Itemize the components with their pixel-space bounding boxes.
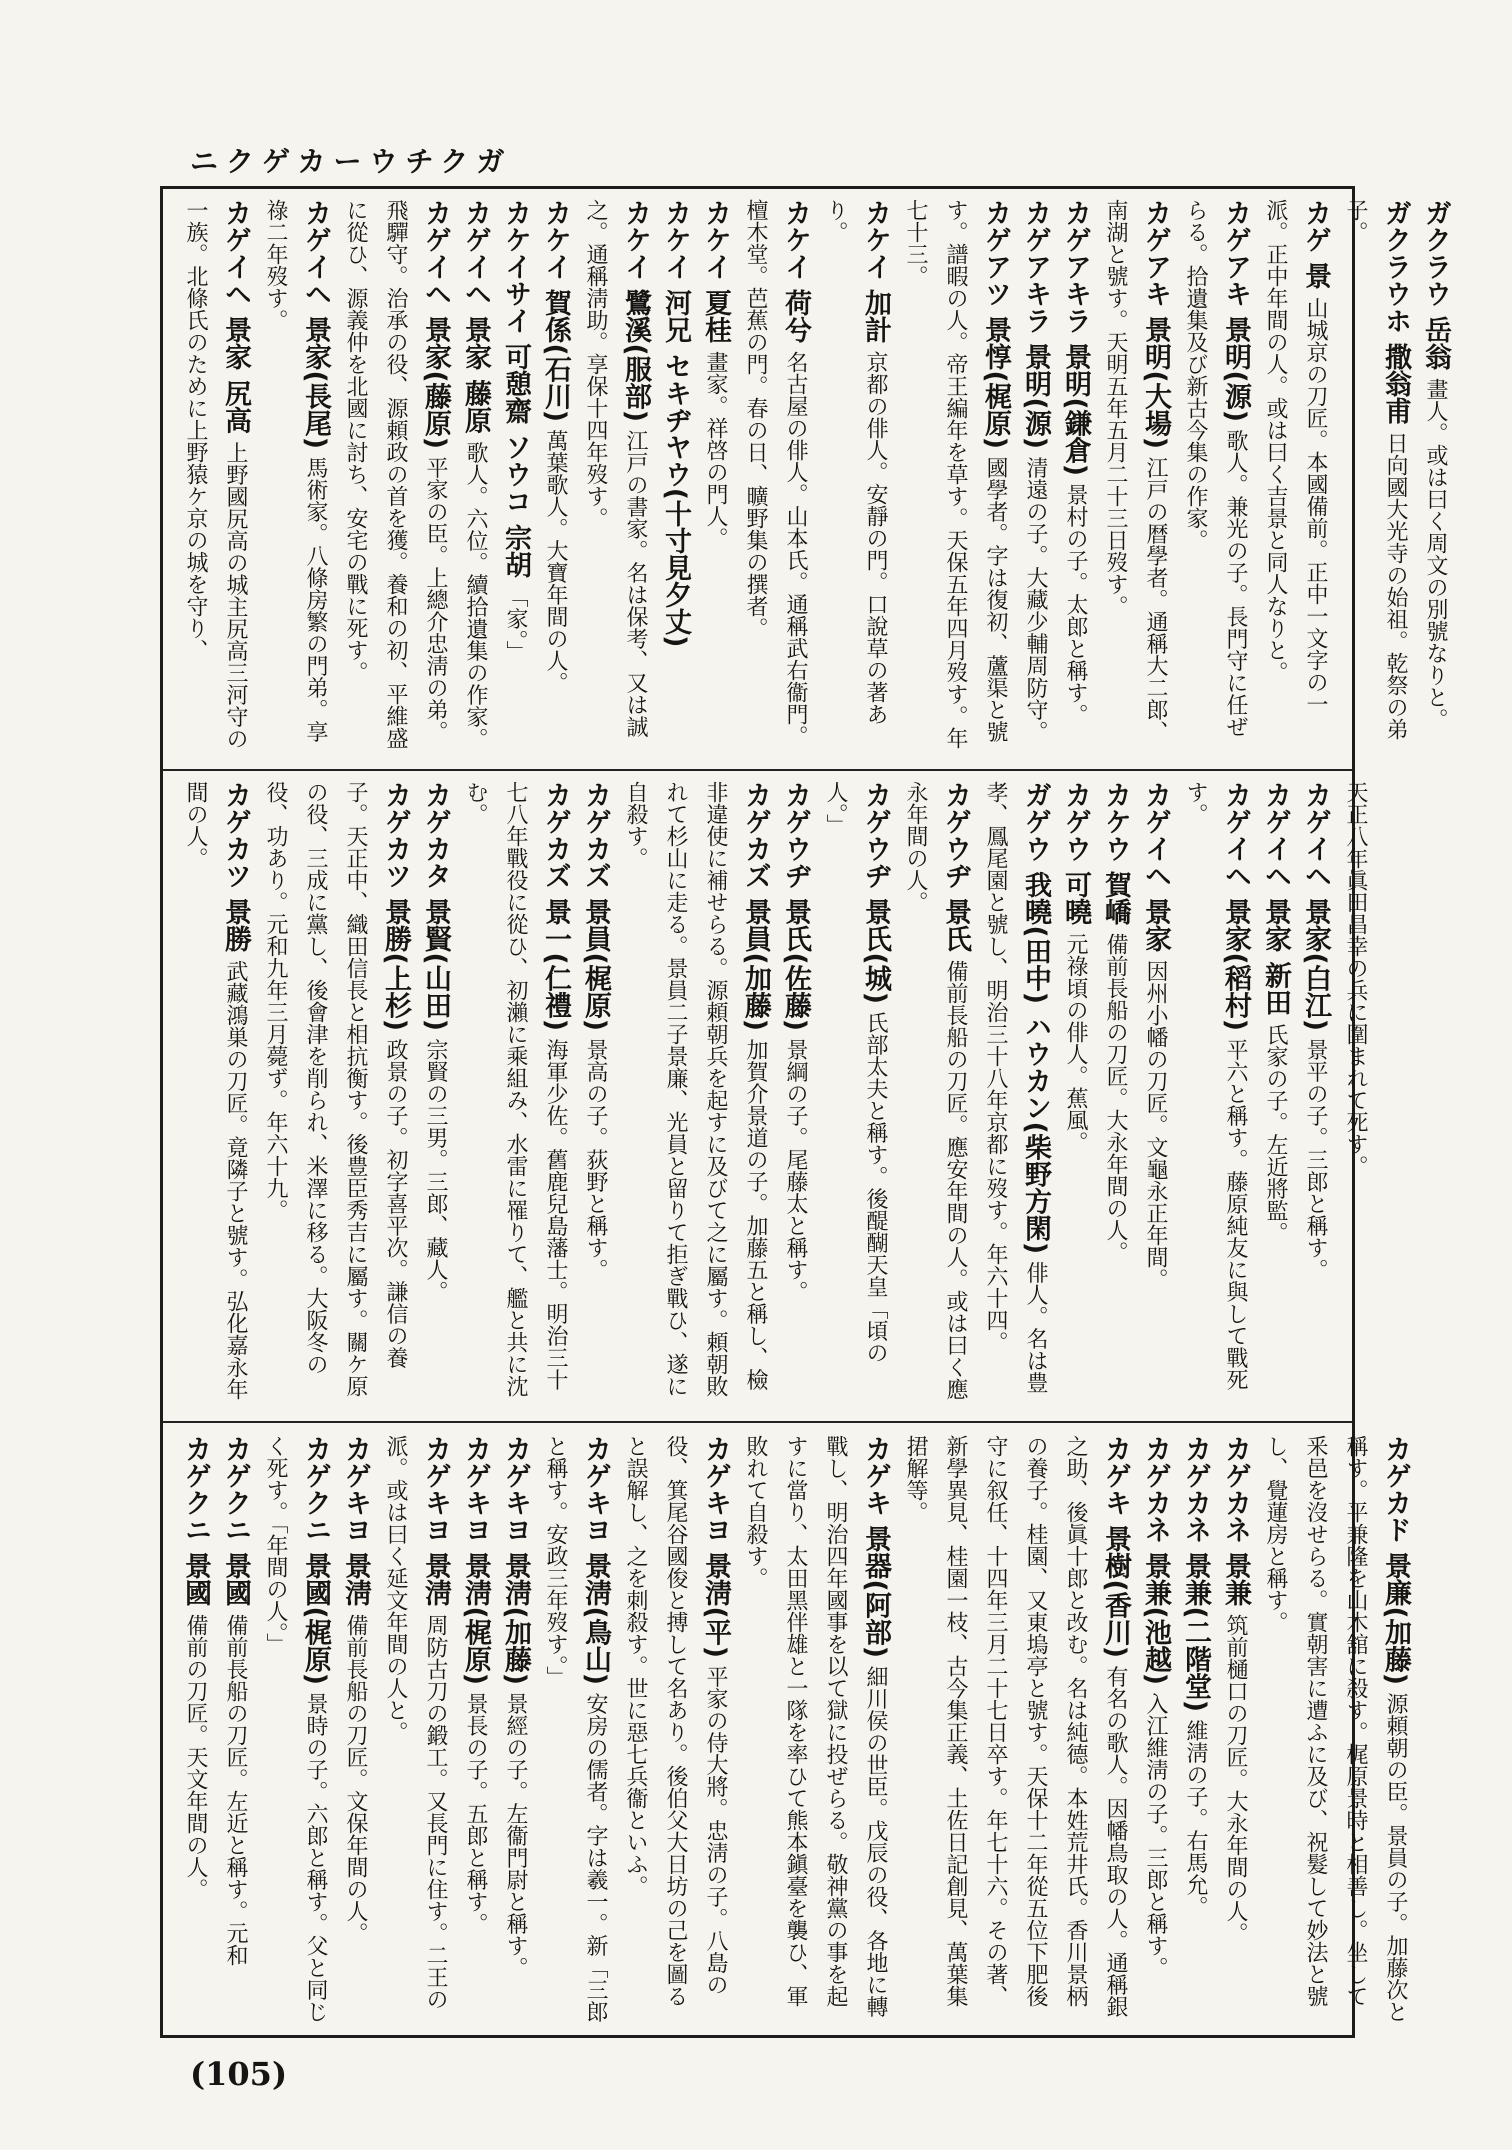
entry-definition: 備前長船の刀匠。應安年間の人。或は曰く應永年間の人。 — [903, 781, 968, 1401]
entry-definition: 畫家。祥啓の門人。 — [703, 351, 728, 550]
entry-definition: 備前長船の刀匠。左近と稱す。元和 — [223, 1614, 248, 1967]
running-title: ニクゲカーウチクガ — [190, 145, 513, 178]
entry-definition: 畫人。或は曰く周文の別號なりと。 — [1423, 378, 1448, 731]
dictionary-entry — [575, 199, 655, 754]
entry-definition: 平家の侍大將。忠淸の子。八島の役、箕尾谷國俊と搏して名あり。後伯父大日坊の己を圖ると誤解し、之を刺殺す。世に惡七兵衞といふ。 — [623, 1435, 728, 2007]
entry-definition: 歌人。六位。續拾遺集の作家。 — [463, 441, 488, 750]
entry-definition: 筑前樋口の刀匠。大永年間の人。 — [1223, 1614, 1248, 1945]
dictionary-entry — [1135, 1435, 1175, 2025]
entry-definition: 備前長船の刀匠。文保年間の人。 — [343, 1614, 368, 1945]
dictionary-entry — [655, 199, 695, 754]
section-bottom — [175, 1435, 1411, 2025]
entry-headword: カゲカタ 景賢(山田) — [420, 781, 451, 1032]
section-middle — [175, 781, 1368, 1403]
entry-headword: カゲカネ 景兼 — [1220, 1435, 1251, 1607]
entry-headword: カケイ 夏桂 — [700, 199, 731, 344]
section-divider-1 — [163, 769, 1352, 771]
entry-definition: 加賀介景道の子。加藤五と稱し、檢非違使に補せらる。源頼朝兵を起すに及びて之に屬す。頼朝敗れて杉山に走る。景員二子景廉、光員と留りて拒ぎ戰ひ、遂に自殺す。 — [623, 781, 768, 1397]
entry-headword: カゲアキラ 景明(源) — [1020, 199, 1051, 450]
entry-definition: 維淸の子。右馬允。 — [1183, 1719, 1208, 1918]
entry-headword: ガクラウホ 撒翁甫 — [1380, 199, 1411, 425]
dictionary-entry — [1095, 199, 1175, 754]
entry-definition: 景高の子。荻野と稱す。 — [583, 1038, 608, 1281]
entry-definition: 宗賢の三男。三郎、藏人。 — [423, 1038, 448, 1303]
dictionary-entry — [455, 1435, 495, 2025]
dictionary-entry — [1215, 1435, 1255, 2025]
entry-headword: カケイ 加計 — [860, 199, 891, 344]
dictionary-entry — [815, 199, 895, 754]
entry-headword: カゲキヨ 景淸(平) — [700, 1435, 731, 1659]
entry-definition: 氏家の子。左近將監。 — [1263, 1023, 1288, 1244]
entry-headword: カゲキヨ 景淸(加藤) — [500, 1435, 531, 1686]
entry-definition: 因州小幡の刀匠。文龜永正年間。 — [1143, 960, 1168, 1291]
dictionary-entry — [1175, 199, 1255, 754]
entry-headword: カゲアキ 景明(大場) — [1140, 199, 1171, 450]
dictionary-entry — [615, 781, 775, 1403]
dictionary-entry — [535, 1435, 615, 2025]
dictionary-entry — [455, 781, 575, 1403]
dictionary-entry — [1255, 199, 1335, 754]
dictionary-entry — [735, 199, 815, 754]
entry-headword: カゲキ 景器(阿部) — [860, 1435, 891, 1659]
entry-definition: 山城京の刀匠。本國備前。正中一文字の一派。正中年間の人。或は曰く吉景と同人なりと。 — [1263, 199, 1328, 716]
entry-headword: カゲウヂ 景氏(佐藤) — [780, 781, 811, 1032]
entry-headword: カゲキヨ 景淸 — [340, 1435, 371, 1607]
dictionary-entry — [775, 781, 815, 1403]
entry-headword: カゲカズ 景員(加藤) — [740, 781, 771, 1032]
entry-definition: 景經の子。左衞門尉と稱す。 — [503, 1692, 528, 1979]
entry-definition: 歌人。兼光の子。長門守に任ぜらる。拾遺集及び新古今集の作家。 — [1183, 199, 1248, 738]
dictionary-entry — [375, 1435, 455, 2025]
dictionary-entry — [895, 199, 1015, 754]
entry-headword: カゲイヘ 景家 — [1140, 781, 1171, 953]
entry-headword: カゲイヘ 景家(藤原) — [420, 199, 451, 450]
dictionary-entry — [815, 781, 895, 1403]
entry-definition: 平六と稱す。藤原純友に與して戰死す。 — [1183, 781, 1248, 1391]
entry-definition: 源頼朝の臣。景員の子。加藤次と稱す。平兼隆を山木舘に殺す。梶原景時と相善し。坐して釆邑を沒せらる。實朝害に遭ふに及び、祝髮して妙法と號し、覺蓮房と稱す。 — [1263, 1435, 1408, 2023]
dictionary-entry — [335, 199, 455, 754]
entry-definition: 平家の臣。上總介忠淸の弟。飛驒守。治承の役、源頼政の首を獲。養和の初、平維盛に從ひ、源義仲を北國に討ち、安宅の戰に死す。 — [343, 199, 448, 749]
dictionary-entry — [895, 1435, 1135, 2025]
dictionary-entry — [495, 1435, 535, 2025]
entry-definition: 國學者。字は復初、蘆渠と號す。譜暇の人。帝王編年を草す。天保五年四月歿す。年七十三。 — [903, 199, 1008, 749]
entry-headword: ガゲウ 我曉(田中) ハウカン(柴野方閑) — [1020, 781, 1051, 1255]
dictionary-entry — [215, 1435, 255, 2025]
dictionary-entry — [495, 199, 535, 754]
entry-definition: 俳人。名は豊孝、鳳尾園と號し、明治三十八年京都に歿す。年六十四。 — [983, 781, 1048, 1394]
dictionary-entry — [895, 781, 975, 1403]
entry-definition: 細川侯の世臣。戊辰の役、各地に轉戰し、明治四年國事を以て獄に投ぜらる。敬神黨の事を起すに當り、太田黑伴雄と一隊を率ひて熊本鎭臺を襲ひ、軍敗れて自殺す。 — [743, 1435, 888, 2018]
dictionary-frame — [160, 186, 1451, 2038]
entry-headword: カゲイヘ 景家(稻村) — [1220, 781, 1251, 1032]
page-number: (105) — [190, 2055, 288, 2093]
dictionary-entry — [1175, 1435, 1215, 2025]
entry-definition: 天正八年眞田昌幸の兵に圍まれて死す。 — [1343, 781, 1368, 1177]
dictionary-entry — [175, 199, 255, 754]
entry-headword: ガクラウ 岳翁 — [1420, 199, 1451, 371]
entry-definition: 入江維淸の子。三郎と稱す。 — [1143, 1692, 1168, 1979]
entry-headword: カゲイヘ 景家 尻高 — [220, 199, 251, 434]
dictionary-entry — [255, 199, 335, 754]
dictionary-entry — [1415, 199, 1455, 754]
entry-definition: 萬葉歌人。大寶年間の人。 — [543, 429, 568, 694]
entry-definition: 馬術家。八條房繁の門弟。享祿二年歿す。 — [263, 199, 328, 743]
entry-definition: 日向國大光寺の始祖。乾祭の弟子。 — [1343, 199, 1408, 741]
entry-definition: 景綱の子。尾藤太と稱す。 — [783, 1038, 808, 1303]
entry-headword: カゲキヨ 景淸 — [420, 1435, 451, 1607]
entry-definition: 景村の子。太郎と稱す。 — [1063, 483, 1088, 726]
entry-headword: カゲカズ 景員(梶原) — [580, 781, 611, 1032]
dictionary-entry — [175, 1435, 215, 2025]
section-top — [175, 199, 1451, 754]
entry-headword: カゲキヨ 景淸(梶原) — [460, 1435, 491, 1686]
entry-headword: カゲイヘ 景家 新田 — [1260, 781, 1291, 1016]
dictionary-entry — [1335, 199, 1415, 754]
entry-definition: 備前長船の刀匠。大永年間の人。 — [1103, 933, 1128, 1264]
entry-headword: カゲ 景 — [1300, 199, 1331, 290]
entry-headword: カケイ 賀係(石川) — [540, 199, 571, 423]
entry-headword: カゲカズ 景一(仁禮) — [540, 781, 571, 1032]
dictionary-entry — [575, 781, 615, 1403]
entry-headword: カゲカネ 景兼(池越) — [1140, 1435, 1171, 1686]
entry-headword: カゲクニ 景國 — [180, 1435, 211, 1607]
dictionary-entry — [1295, 781, 1335, 1403]
dictionary-entry — [1335, 781, 1375, 1403]
entry-definition: 名古屋の俳人。山本氏。通稱武右衞門。檀木堂。芭蕉の門。春の日、曠野集の撰者。 — [743, 199, 808, 748]
entry-definition: 有名の歌人。因幡鳥取の人。通稱銀之助、後眞十郎と改む。名は純德。本姓荒井氏。香川景柄の養子。桂園、又東塢亭と號す。天保十二年從五位下肥後守に叙任、十四年三月二十七日卒す。年七十六。その著、新學異見、桂園一枝、古今集正義、土佐日記創見、萬葉集捃解等。 — [903, 1435, 1128, 2018]
entry-definition: 政景の子。初字喜平次。謙信の養子。天正中、織田信長と相抗衡す。後豊臣秀吉に屬す。關ケ原の役、三成に黨し、後會津を削られ、米澤に移る。大阪冬の役、功あり。元和九年三月薨ず。年六十九。 — [263, 781, 408, 1397]
entry-definition: 氏部太夫と稱す。後醍醐天皇「頃の人。」 — [823, 781, 888, 1364]
entry-headword: カゲクニ 景國(梶原) — [300, 1435, 331, 1686]
dictionary-entry — [535, 199, 575, 754]
entry-headword: カケイ 鷺溪(服部) — [620, 199, 651, 423]
entry-headword: カケイ 河兄 セキヂヤウ(十寸見夕丈) — [660, 199, 691, 648]
entry-definition: 京都の俳人。安靜の門。口說草の著あり。 — [823, 199, 888, 726]
entry-headword: カゲキヨ 景淸(鳥山) — [580, 1435, 611, 1686]
entry-headword: カゲカツ 景勝 — [220, 781, 251, 953]
dictionary-entry — [1055, 781, 1095, 1403]
dictionary-entry — [1175, 781, 1255, 1403]
entry-headword: カゲキ 景樹(香川) — [1100, 1435, 1131, 1659]
entry-definition: 江戸の書家。名は保考、又は誠之。通稱淸助。享保十四年歿す。 — [583, 199, 648, 738]
entry-headword: カゲウヂ 景氏 — [940, 781, 971, 953]
dictionary-entry — [1055, 199, 1095, 754]
entry-headword: カケイサイ 可憩齋 ソウコ 宗胡 — [500, 199, 531, 579]
dictionary-entry — [695, 199, 735, 754]
dictionary-entry — [735, 1435, 895, 2025]
dictionary-entry — [335, 1435, 375, 2025]
entry-definition: 周防古刀の鍛工。又長門に住す。二王の派。或は曰く延文年間の人と。 — [383, 1435, 448, 2011]
entry-headword: カゲウヂ 景氏(城) — [860, 781, 891, 1005]
entry-definition: 「家。」 — [503, 585, 528, 663]
entry-definition: 上野國尻高の城主尻高三河守の一族。北條氏のために上野猿ケ京の城を守り、 — [183, 199, 248, 750]
dictionary-entry — [615, 1435, 735, 2025]
entry-definition: 海軍少佐。舊鹿兒島藩士。明治三十七八年戰役に從ひ、初瀨に乘組み、水雷に罹りて、艦と共に沈む。 — [463, 781, 568, 1397]
entry-definition: 江戸の暦學者。通稱大二郎、南湖と號す。天明五年五月二十三日歿す。 — [1103, 199, 1168, 743]
entry-definition: 武藏鴻巣の刀匠。竟隣子と號す。弘化嘉永年間の人。 — [183, 781, 248, 1401]
entry-headword: カゲアキラ 景明(鎌倉) — [1060, 199, 1091, 477]
dictionary-entry — [255, 1435, 335, 2025]
entry-headword: カゲアキ 景明(源) — [1220, 199, 1251, 423]
dictionary-entry — [975, 781, 1055, 1403]
entry-headword: カゲイヘ 景家(長尾) — [300, 199, 331, 450]
entry-headword: カゲカド 景廉(加藤) — [1380, 1435, 1411, 1686]
section-bottom-columns — [175, 1435, 1415, 2025]
entry-headword: カゲイヘ 景家(白江) — [1300, 781, 1331, 1032]
entry-headword: カゲクニ 景國 — [220, 1435, 251, 1607]
entry-headword: カゲウ 可曉 — [1060, 781, 1091, 926]
entry-headword: カケウ 賀嶠 — [1100, 781, 1131, 926]
dictionary-entry — [415, 781, 455, 1403]
entry-definition: 景時の子。六郎と稱す。父と同じく死す。「年間の人。」 — [263, 1435, 328, 2023]
dictionary-entry — [175, 781, 255, 1403]
dictionary-entry — [1255, 781, 1295, 1403]
dictionary-entry — [1015, 199, 1055, 754]
dictionary-entry — [1095, 781, 1135, 1403]
entry-definition: 安房の儒者。字は羲一。新「三郎と稱す。安政三年歿す。」 — [543, 1435, 608, 2023]
entry-definition: 景平の子。三郎と稱す。 — [1303, 1038, 1328, 1281]
dictionary-entry — [455, 199, 495, 754]
entry-headword: カケイ 荷兮 — [780, 199, 811, 344]
entry-definition: 元祿頃の俳人。蕉風。 — [1063, 933, 1088, 1154]
entry-definition: 備前の刀匠。天文年間の人。 — [183, 1614, 208, 1901]
dictionary-entry — [1135, 781, 1175, 1403]
dictionary-entry — [255, 781, 415, 1403]
entry-headword: カゲアツ 景惇(梶原) — [980, 199, 1011, 450]
entry-definition: 景長の子。五郎と稱す。 — [463, 1692, 488, 1935]
entry-definition: 清遠の子。大藏少輔周防守。 — [1023, 456, 1048, 743]
entry-headword: カゲカツ 景勝(上杉) — [380, 781, 411, 1032]
section-top-columns — [175, 199, 1455, 754]
entry-headword: カゲイヘ 景家 藤原 — [460, 199, 491, 434]
dictionary-entry — [1255, 1435, 1415, 2025]
section-divider-2 — [163, 1421, 1352, 1423]
section-middle-columns — [175, 781, 1375, 1403]
entry-headword: カゲカネ 景兼(二階堂) — [1180, 1435, 1211, 1713]
